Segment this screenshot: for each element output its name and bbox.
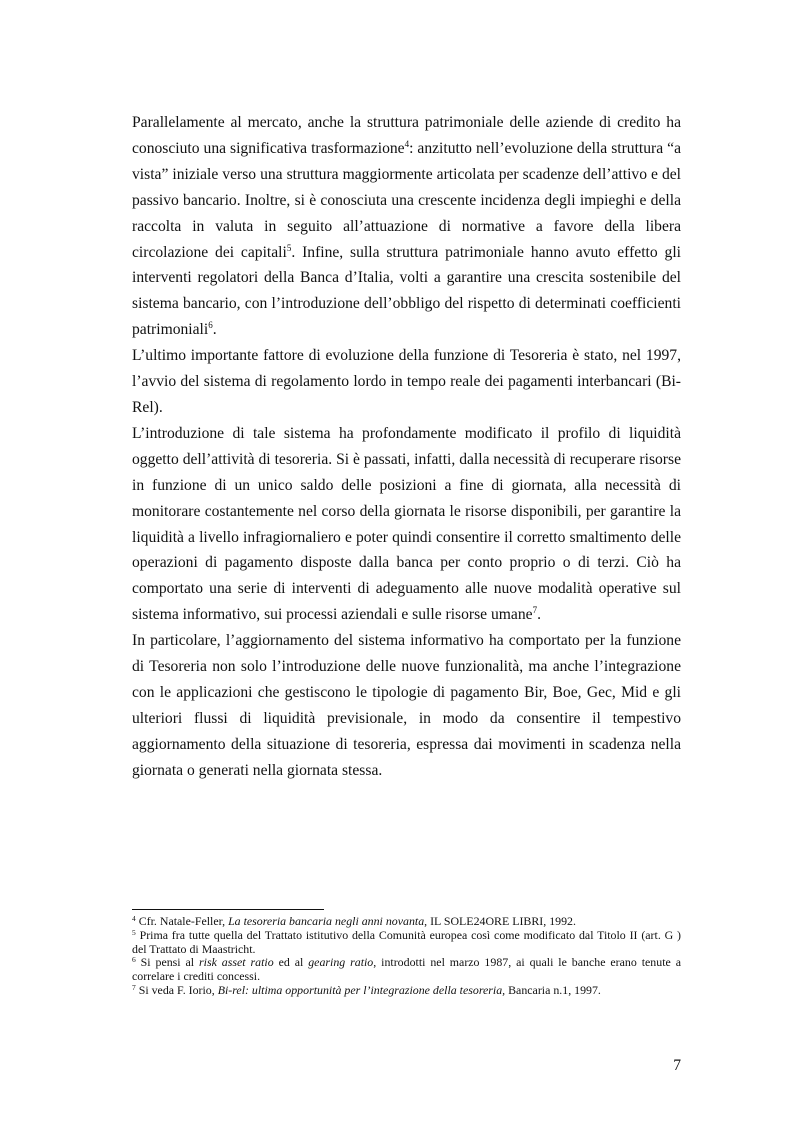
text-run: , introdotti nel marzo 1987, ai quali le banche erano tenute a correlare i crediti concessi. [132, 955, 681, 984]
footnote-marker: 7 [532, 605, 538, 616]
page-number: 7 [673, 1057, 681, 1074]
text-run: Prima fra tutte quella del Trattato istitutivo della Comunità europea così come modificato dal Titolo II (art. G ) del Trattato di Maastricht. [132, 927, 681, 956]
text-run: , IL SOLE24ORE LIBRI, 1992. [424, 914, 576, 928]
footnote-marker: 7 [132, 982, 136, 992]
footnote-marker: 6 [208, 320, 213, 331]
text-run: Si veda F. Iorio, [135, 982, 218, 997]
text-run: In particolare, l’aggiornamento del sistema informativo ha comportato per la funzione di Tesoreria non solo l’introduzione delle nuove funzionalità, ma anche l’integrazione con le applicazioni che gestiscono le tipologie di pagamento Bir, Boe, Gec, Mid e gli ulteriori flussi di liquidità previsionale, in modo da consentire il tempestivo aggiornamento della situazione di tesoreria, espressa dai movimenti in scadenza nella giornata o generati nella giornata stessa. [132, 632, 681, 779]
footnote [132, 929, 681, 957]
paragraph [132, 343, 681, 421]
text-run: . Infine, sulla struttura patrimoniale hanno avuto effetto gli interventi regolatori della Banca d’Italia, volti a garantire una crescita sostenibile del sistema bancario, con l’introduzione dell’obbligo del rispetto di determinati coefficienti patrimoniali [132, 243, 681, 339]
text-run: L’ultimo importante fattore di evoluzione della funzione di Tesoreria è stato, nel 1997, l’avvio del sistema di regolamento lordo in tempo reale dei pagamenti interbancari (Bi-Rel). [132, 347, 681, 416]
body-text [132, 110, 681, 784]
footnote-marker: 5 [286, 242, 292, 253]
paragraph [132, 628, 681, 783]
footnote-marker: 6 [132, 955, 136, 965]
footnote-marker: 4 [404, 138, 410, 149]
footnote-marker: 4 [132, 914, 136, 923]
text-run: ed al [273, 955, 309, 970]
text-run: Parallelamente al mercato, anche la struttura patrimoniale delle aziende di credito ha conosciuto una significativa trasformazione [132, 114, 681, 157]
text-run: Cfr. Natale-Feller, [135, 914, 229, 928]
italic-text: risk asset ratio [199, 955, 274, 970]
paragraph [132, 110, 681, 343]
footnotes [132, 915, 681, 998]
italic-text: Bi-rel: ultima opportunità per l’integrazione della tesoreria, [217, 982, 506, 997]
footnote [132, 984, 681, 998]
italic-text: gearing ratio [308, 955, 374, 970]
footnote [132, 915, 681, 929]
footnote-marker: 5 [132, 927, 136, 937]
footnote-separator [132, 909, 324, 910]
text-run: . [212, 321, 217, 339]
text-run: L’introduzione di tale sistema ha profondamente modificato il profilo di liquidità oggetto dell’attività di tesoreria. Si è passati, infatti, dalla necessità di recuperare risorse in funzione di un unico saldo delle posizioni a fine di giornata, alla necessità di monitorare costantemente nel corso della giornata le risorse disponibili, per garantire la liquidità a livello infragiornaliero e poter quindi consentire il corretto smaltimento delle operazioni di pagamento disposte dalla banca per conto proprio o di terzi. Ciò ha comportato una serie di interventi di adeguamento alle nuove modalità operative sul sistema informativo, sui processi aziendali e sulle risorse umane [132, 424, 681, 624]
text-run: Si pensi al [135, 955, 200, 970]
text-run: Bancaria n.1, 1997. [505, 982, 601, 997]
text-run: : anzitutto nell’evoluzione della struttura “a vista” iniziale verso una struttura maggiormente articolata per scadenze dell’attivo e del passivo bancario. Inoltre, si è conosciuta una crescente incidenza degli impieghi e della raccolta in valuta in seguito all’attuazione di normative a favore della libera circolazione dei capitali [132, 139, 681, 261]
text-run: . [537, 606, 541, 624]
footnote [132, 956, 681, 984]
italic-text: La tesoreria bancaria negli anni novanta [228, 914, 425, 928]
paragraph [132, 421, 681, 628]
